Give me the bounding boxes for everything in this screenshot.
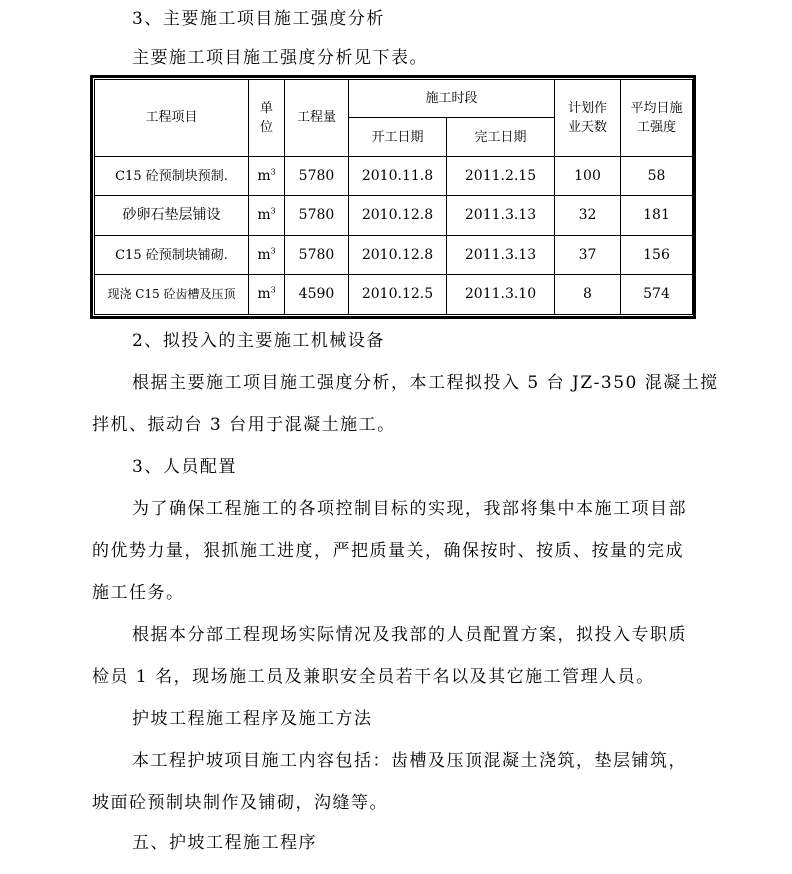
cell-item: C15 砼预制块预制. (95, 156, 249, 196)
cell-intensity: 58 (621, 156, 693, 196)
section-heading-method: 护坡工程施工程序及施工方法 (132, 709, 373, 729)
cell-unit (249, 156, 285, 196)
cell-start-date: 2010.11.8 (349, 156, 447, 196)
machinery-paragraph-line1: 根据主要施工项目施工强度分析，本工程拟投入 5 台 JZ-350 混凝土搅 (132, 373, 719, 393)
staff-paragraph-line1: 为了确保工程施工的各项控制目标的实现，我部将集中本施工项目部 (132, 499, 687, 519)
cell-start-date: 2010.12.5 (349, 275, 447, 315)
unit-base: m (257, 167, 271, 184)
header-start-date: 开工日期 (349, 118, 447, 156)
staff-paragraph2-line2: 检员 1 名，现场施工员及兼职安全员若干名以及其它施工管理人员。 (92, 667, 655, 687)
section-heading-intensity: 3、主要施工项目施工强度分析 (132, 9, 385, 29)
unit-exponent: 3 (270, 285, 276, 295)
header-planned-days-line2: 业天数 (568, 119, 608, 135)
unit-base: m (257, 286, 271, 303)
machinery-paragraph-line2: 拌机、振动台 3 台用于混凝土施工。 (92, 415, 396, 435)
cell-quantity: 5780 (285, 156, 349, 196)
section-heading-machinery: 2、拟投入的主要施工机械设备 (132, 331, 385, 351)
header-end-date: 完工日期 (447, 118, 555, 156)
cell-start-date: 2010.12.8 (349, 235, 447, 275)
method-paragraph-line2: 坡面砼预制块制作及铺砌，沟缝等。 (92, 793, 388, 813)
cell-days: 8 (555, 275, 621, 315)
header-quantity: 工程量 (285, 80, 349, 157)
header-daily-intensity (621, 80, 693, 157)
header-period: 施工时段 (349, 80, 555, 118)
header-daily-intensity-line1: 平均日施 (630, 100, 683, 116)
cell-intensity: 156 (621, 235, 693, 275)
cell-end-date: 2011.3.13 (447, 196, 555, 236)
cell-item: 砂卵石垫层铺设 (95, 196, 249, 236)
header-planned-days (555, 80, 621, 157)
table-intro-text: 主要施工项目施工强度分析见下表。 (132, 48, 428, 68)
cell-end-date: 2011.3.13 (447, 235, 555, 275)
cell-item: 现浇 C15 砼齿槽及压顶 (95, 275, 249, 315)
cell-quantity: 5780 (285, 235, 349, 275)
cell-start-date: 2010.12.8 (349, 196, 447, 236)
cell-item: C15 砼预制块铺砌. (95, 235, 249, 275)
cell-intensity: 181 (621, 196, 693, 236)
header-planned-days-line1: 计划作 (568, 100, 608, 116)
unit-base: m (257, 246, 271, 263)
cell-end-date: 2011.2.15 (447, 156, 555, 196)
cell-intensity: 574 (621, 275, 693, 315)
cell-quantity: 4590 (285, 275, 349, 315)
table-row (95, 235, 693, 275)
cell-unit (249, 196, 285, 236)
header-item: 工程项目 (95, 80, 249, 157)
method-paragraph-line1: 本工程护坡项目施工内容包括：齿槽及压顶混凝土浇筑，垫层铺筑， (132, 751, 687, 771)
table-row (95, 275, 693, 315)
unit-base: m (257, 207, 271, 224)
staff-paragraph2-line1: 根据本分部工程现场实际情况及我部的人员配置方案，拟投入专职质 (132, 625, 687, 645)
cell-days: 32 (555, 196, 621, 236)
unit-exponent: 3 (270, 206, 276, 216)
staff-paragraph-line3: 施工任务。 (92, 583, 185, 603)
header-daily-intensity-line2: 工强度 (637, 119, 677, 135)
header-unit-line1: 单 (259, 100, 273, 116)
unit-exponent: 3 (270, 167, 276, 177)
cell-unit (249, 275, 285, 315)
table-row (95, 156, 693, 196)
cell-quantity: 5780 (285, 196, 349, 236)
cell-days: 37 (555, 235, 621, 275)
cell-days: 100 (555, 156, 621, 196)
staff-paragraph-line2: 的优势力量，狠抓施工进度，严把质量关，确保按时、按质、按量的完成 (92, 541, 684, 561)
unit-exponent: 3 (270, 246, 276, 256)
cell-unit (249, 235, 285, 275)
header-unit-line2: 位 (259, 119, 273, 135)
cell-end-date: 2011.3.10 (447, 275, 555, 315)
section-heading-staff: 3、人员配置 (132, 457, 237, 477)
table-row (95, 196, 693, 236)
header-unit (249, 80, 285, 157)
section-heading-sequence: 五、护坡工程施工程序 (132, 833, 317, 853)
intensity-table (90, 75, 696, 319)
